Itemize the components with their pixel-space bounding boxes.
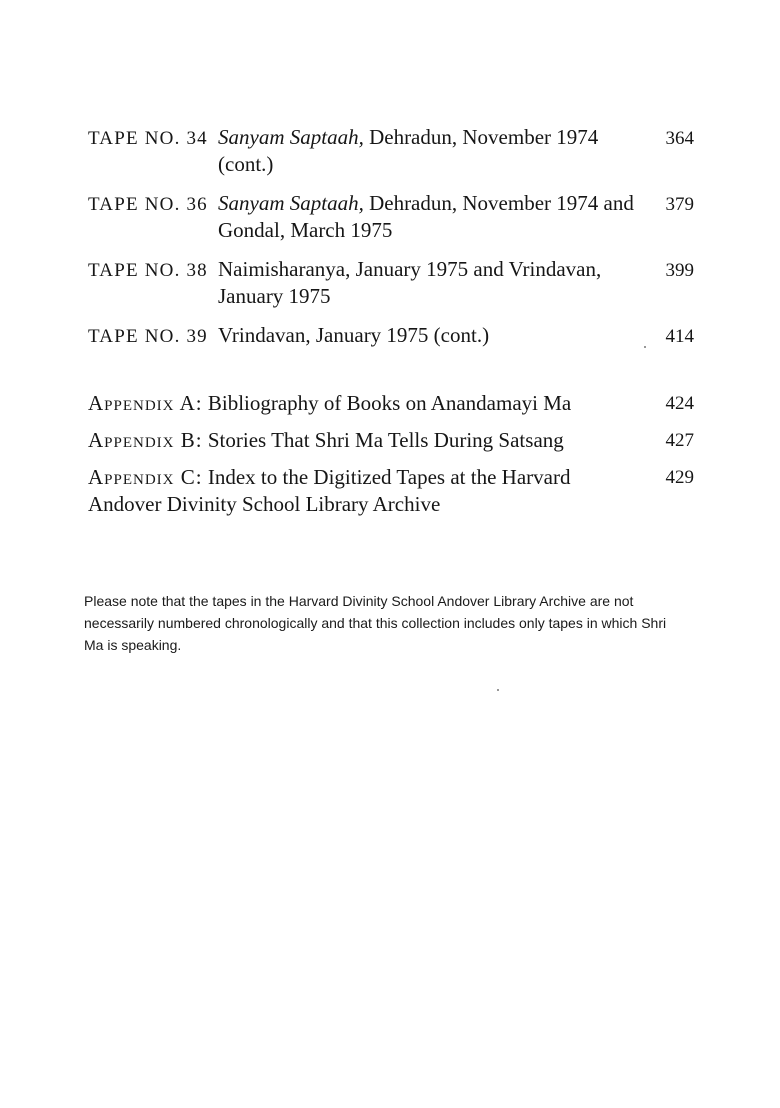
page-number: 424 — [665, 393, 694, 414]
page-number: 399 — [665, 260, 694, 281]
tape-title-italic: Sanyam Saptaah, — [218, 191, 364, 215]
toc-entry-appendix-c — [88, 464, 708, 518]
scan-speck-decoration — [497, 689, 499, 691]
tape-title-italic: Sanyam Saptaah, — [218, 125, 364, 149]
footnote-paragraph: Please note that the tapes in the Harvard Divinity School Andover Library Archive are not necessarily numbered chronologically and that this collection includes only tapes in which Shri Ma is speaking. — [84, 593, 667, 653]
appendix-prefix: Appendix A: — [88, 391, 203, 415]
tape-description-text: Dehradun, November 1974 (cont.) — [218, 125, 599, 176]
toc-entry-appendix-b — [88, 427, 708, 454]
appendix-text — [88, 390, 628, 417]
appendix-prefix: Appendix C: — [88, 465, 203, 489]
scan-speck-decoration — [644, 346, 646, 348]
tape-description — [218, 322, 638, 349]
toc-entry-tape-39 — [88, 322, 708, 349]
tape-description — [218, 190, 638, 244]
page-number: 364 — [665, 128, 694, 149]
appendix-text — [88, 464, 628, 518]
toc-entry-tape-36 — [88, 190, 708, 244]
appendix-contents-list — [88, 390, 708, 528]
appendix-prefix: Appendix B: — [88, 428, 203, 452]
tape-description-text: Naimisharanya, January 1975 and Vrindavan, January 1975 — [218, 257, 602, 308]
appendix-title: Bibliography of Books on Anandamayi Ma — [202, 391, 572, 415]
tape-description — [218, 124, 638, 178]
appendix-text — [88, 427, 628, 454]
page-number: 429 — [665, 467, 694, 488]
page-number: 427 — [665, 430, 694, 451]
appendix-title: Index to the Digitized Tapes at the Harvard Andover Divinity School Library Archive — [88, 465, 571, 516]
page-number: 414 — [665, 326, 694, 347]
tape-number-label: TAPE NO. 34 — [88, 128, 208, 149]
tape-number-label: TAPE NO. 36 — [88, 194, 208, 215]
toc-entry-appendix-a — [88, 390, 708, 417]
tape-number-label: TAPE NO. 38 — [88, 260, 208, 281]
toc-entry-tape-34 — [88, 124, 708, 178]
toc-entry-tape-38 — [88, 256, 708, 310]
tape-number-label: TAPE NO. 39 — [88, 326, 208, 347]
tape-description — [218, 256, 638, 310]
page-number: 379 — [665, 194, 694, 215]
tape-description-text: Dehradun, November 1974 and Gondal, March 1975 — [218, 191, 634, 242]
appendix-title: Stories That Shri Ma Tells During Satsang — [202, 428, 564, 452]
tape-description-text: Vrindavan, January 1975 (cont.) — [218, 323, 490, 347]
tape-contents-list — [88, 124, 708, 361]
